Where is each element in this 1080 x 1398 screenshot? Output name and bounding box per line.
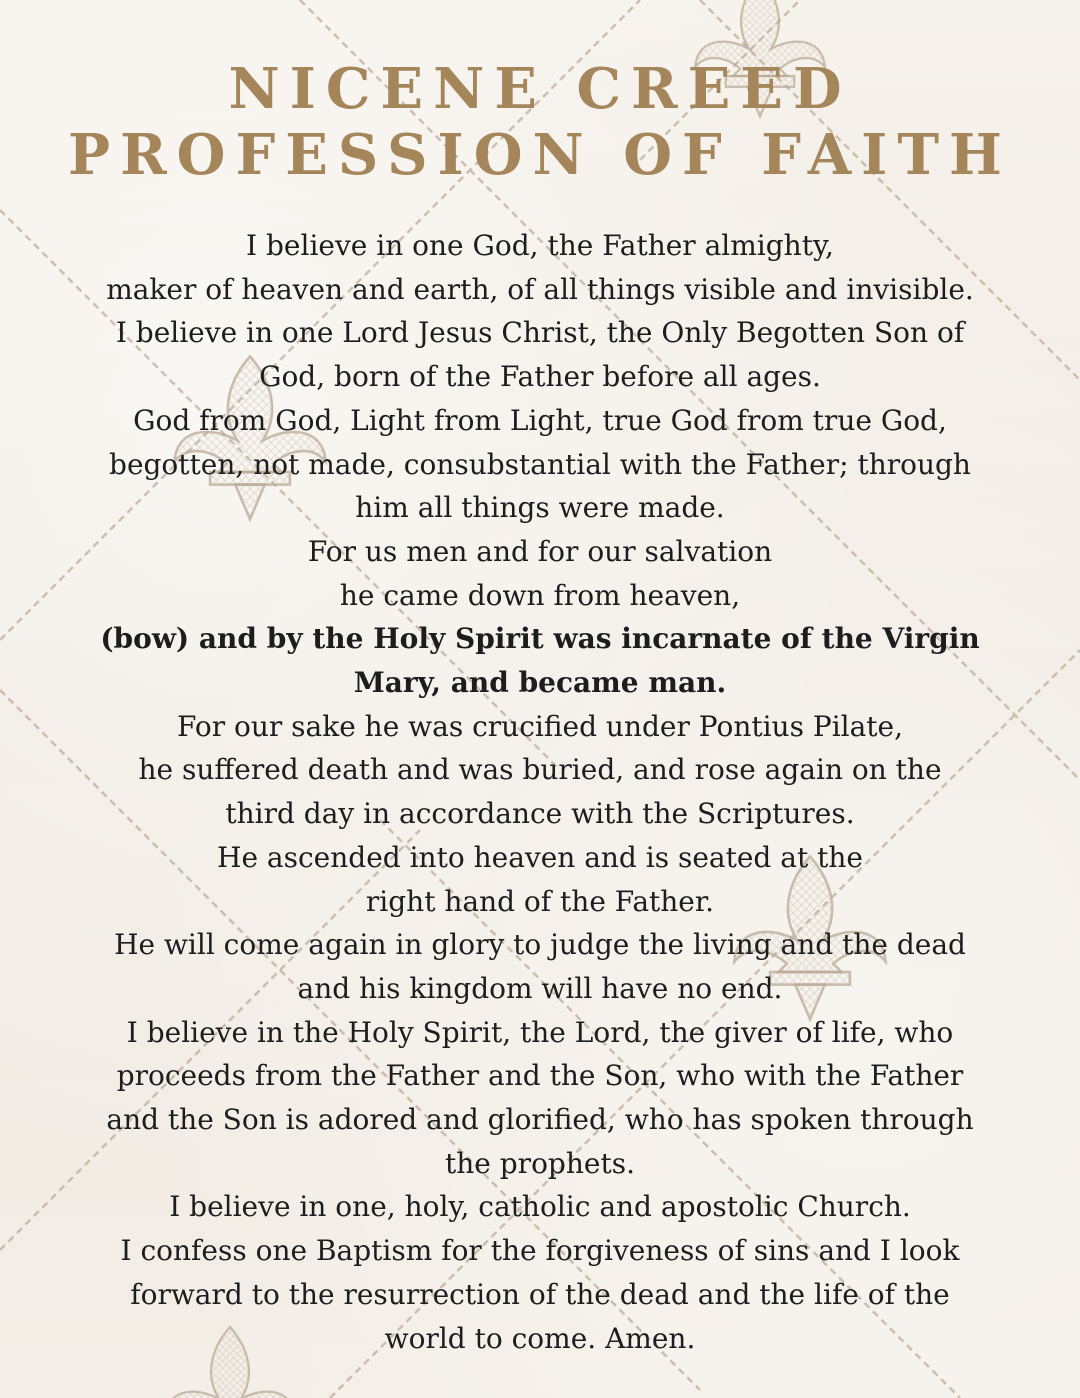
creed-line: he came down from heaven, bbox=[339, 578, 741, 612]
creed-line: proceeds from the Father and the Son, who with the Father bbox=[116, 1059, 964, 1093]
creed-line: right hand of the Father. bbox=[365, 884, 715, 918]
creed-line: begotten, not made, consubstantial with the Father; through bbox=[109, 447, 971, 481]
creed-line: God from God, Light from Light, true God from true God, bbox=[133, 403, 947, 437]
creed-line: I believe in one Lord Jesus Christ, the Only Begotten Son of bbox=[115, 316, 965, 350]
creed-line: I believe in one, holy, catholic and apostolic Church. bbox=[169, 1190, 911, 1224]
creed-line: He ascended into heaven and is seated at the bbox=[217, 840, 863, 874]
creed-line: I confess one Baptism for the forgiveness of sins and I look bbox=[120, 1234, 960, 1268]
creed-line: He will come again in glory to judge the living and the dead bbox=[114, 928, 966, 962]
creed-line: I believe in the Holy Spirit, the Lord, the giver of life, who bbox=[126, 1015, 954, 1049]
creed-line-bold: Mary, and became man. bbox=[353, 666, 727, 700]
creed-line: I believe in one God, the Father almighty, bbox=[246, 229, 834, 262]
creed-line: world to come. Amen. bbox=[384, 1321, 696, 1355]
creed-line: him all things were made. bbox=[355, 491, 725, 525]
creed-line-bold: (bow) and by the Holy Spirit was incarnate of the Virgin bbox=[100, 622, 980, 656]
creed-line: and his kingdom will have no end. bbox=[297, 971, 783, 1005]
creed-line: For our sake he was crucified under Pontius Pilate, bbox=[176, 709, 904, 743]
creed-line: forward to the resurrection of the dead and the life of the bbox=[130, 1277, 950, 1311]
title-line-2: PROFESSION OF FAITH bbox=[68, 122, 1012, 188]
page-title bbox=[0, 56, 1080, 188]
creed-text bbox=[40, 224, 1040, 1360]
creed-line: the prophets. bbox=[445, 1146, 635, 1180]
creed-line: God, born of the Father before all ages. bbox=[259, 360, 821, 394]
creed-line: For us men and for our salvation bbox=[307, 534, 773, 568]
creed-line: he suffered death and was buried, and rose again on the bbox=[138, 753, 942, 787]
creed-line: maker of heaven and earth, of all things visible and invisible. bbox=[106, 272, 974, 306]
creed-line: third day in accordance with the Scriptures. bbox=[225, 797, 855, 831]
title-line-1: NICENE CREED bbox=[228, 56, 852, 122]
creed-line: and the Son is adored and glorified, who has spoken through bbox=[106, 1103, 974, 1137]
